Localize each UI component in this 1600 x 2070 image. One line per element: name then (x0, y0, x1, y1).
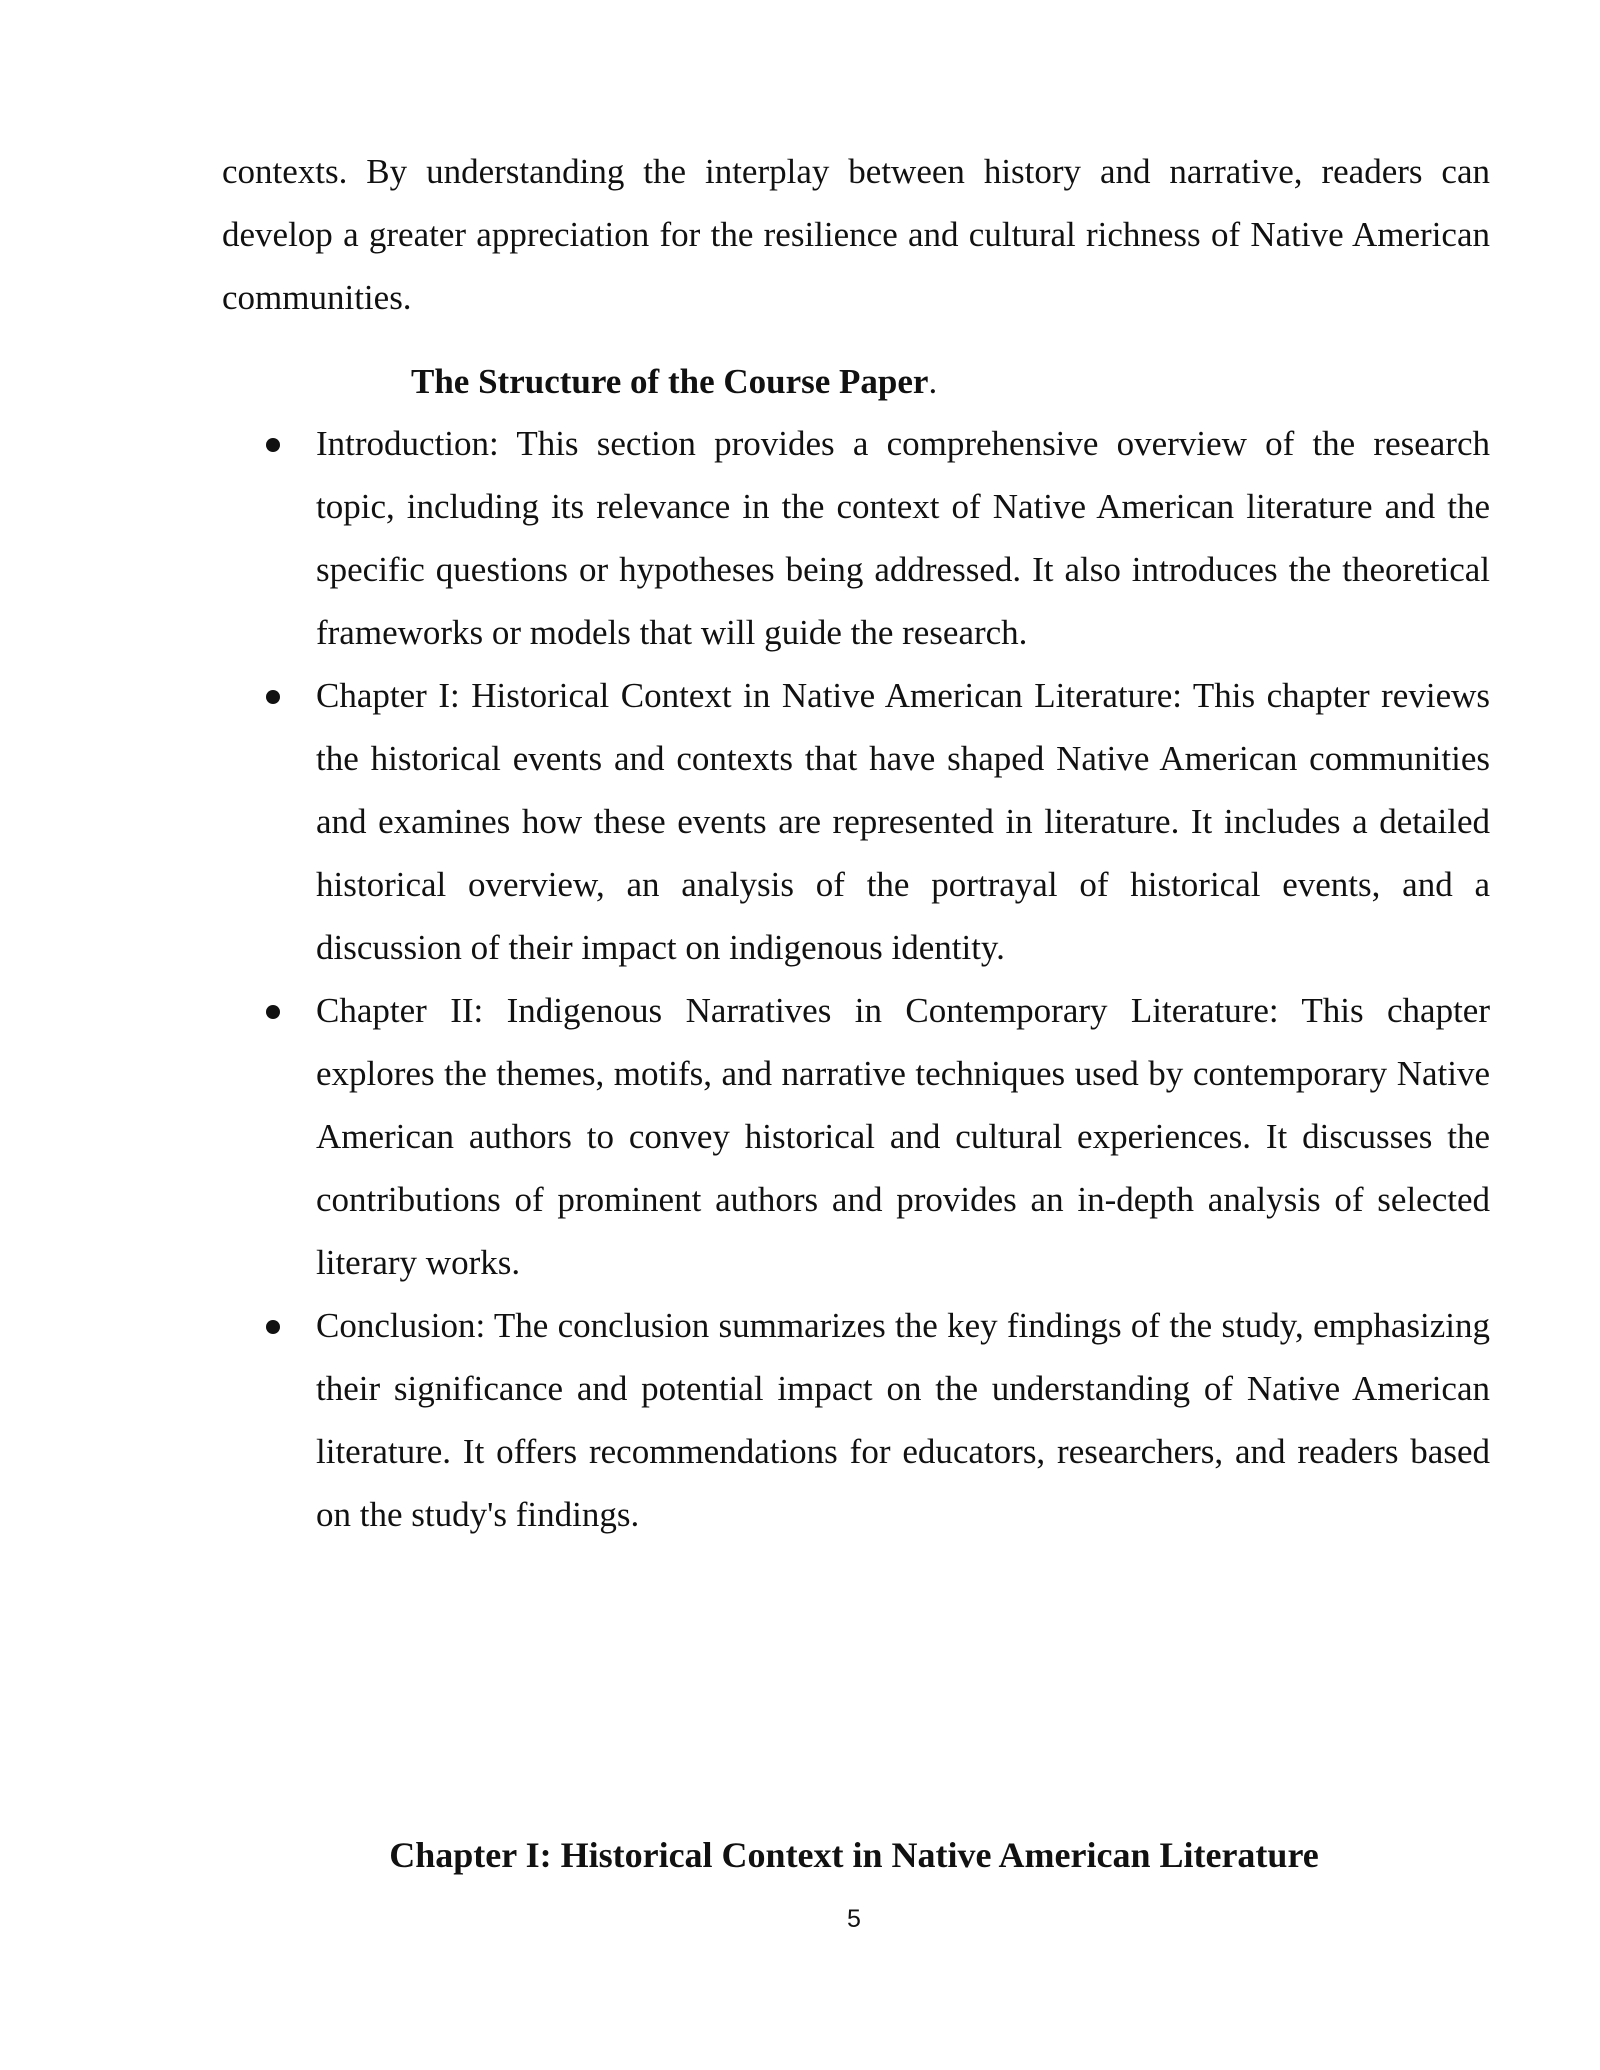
structure-heading-text: The Structure of the Course Paper (411, 362, 929, 401)
page-number: 5 (847, 1905, 861, 1933)
structure-list (316, 412, 1490, 1546)
structure-item-introduction (316, 412, 1490, 664)
structure-heading-punct: . (928, 362, 938, 401)
bullet-icon (266, 1320, 280, 1334)
structure-item-text: Introduction: This section provides a comprehensive overview of the research topic, including its relevance in the context of Native American literature and the specific questions or hypotheses being addressed. It also introduces the theoretical frameworks or models that will guide the research. (316, 424, 1490, 652)
intro-paragraph: contexts. By understanding the interplay between history and narrative, readers can develop a greater appreciation for the resilience and cultural richness of Native American communities. (222, 152, 1490, 317)
structure-item-text: Chapter II: Indigenous Narratives in Contemporary Literature: This chapter explores the themes, motifs, and narrative techniques used by contemporary Native American authors to convey historical and cultural experiences. It discusses the contributions of prominent authors and provides an in-depth analysis of selected literary works. (316, 991, 1490, 1282)
bullet-icon (266, 690, 280, 704)
structure-item-text: Chapter I: Historical Context in Native American Literature: This chapter reviews the historical events and contexts that have shaped Native American communities and examines how these events are represented in literature. It includes a detailed historical overview, an analysis of the portrayal of historical events, and a discussion of their impact on indigenous identity. (316, 676, 1490, 967)
chapter-heading: Chapter I: Historical Context in Native American Literature (389, 1835, 1319, 1875)
bullet-icon (266, 1005, 280, 1019)
structure-item-text: Conclusion: The conclusion summarizes the key findings of the study, emphasizing their significance and potential impact on the understanding of Native American literature. It offers recommendations for educators, researchers, and readers based on the study's findings. (316, 1306, 1490, 1534)
structure-heading (411, 357, 937, 407)
structure-item-chapter-1 (316, 664, 1490, 979)
bullet-icon (266, 438, 280, 452)
structure-item-conclusion (316, 1294, 1490, 1546)
structure-item-chapter-2 (316, 979, 1490, 1294)
